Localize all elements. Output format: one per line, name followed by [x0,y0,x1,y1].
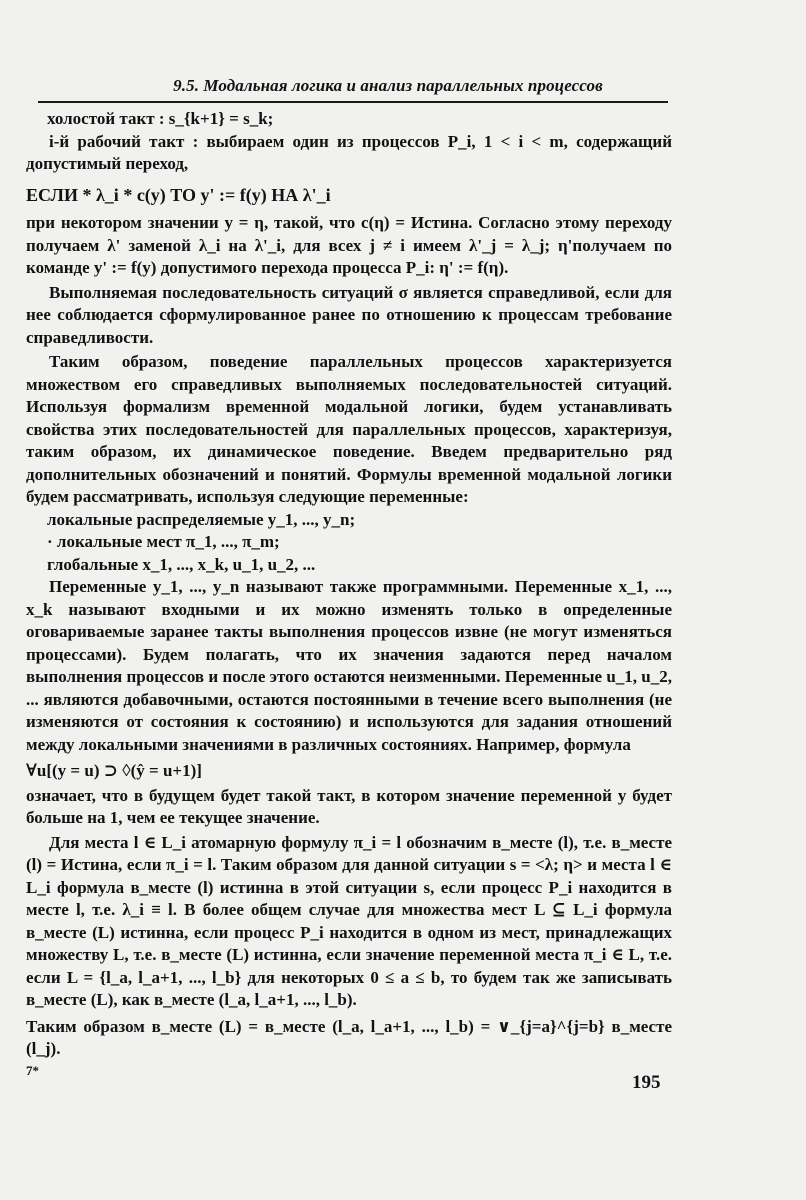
paragraph-at-place: Для места l ∈ L_i атомарную формулу π_i = l обозначим в_месте (l), т.е. в_месте (l) = Истина, если π_i = l. Таким образом для данной ситуации s = <λ; η> и места l ∈ L_i формула в_месте (l) истинна в этой ситуации s, если процесс P_i находится в месте l, т.е. λ_i ≡ l. В более общем случае для множества мест L ⊆ L_i формула в_месте (L) истинна, если процесс P_i находится в одном из мест, принадлежащих множеству L, т.е. в_месте (L) истинна, если значение переменной места π_i ∈ L, т.е. если L = {l_a, l_a+1, ..., l_b} для некоторых 0 ≤ a ≤ b, то будем так же записывать в_месте (L), как в_месте (l_a, l_a+1, ..., l_b). [26,832,672,1009]
body-text [26,108,672,1061]
variables-local-distributed: локальные распределяемые y_1, ..., y_n; [47,509,356,529]
paragraph-transition: при некотором значении y = η, такой, что c(η) = Истина. Согласно этому переходу получаем λ' заменой λ_i на λ'_i, для всех j ≠ i имеем λ'_j = λ_j; η'получаем по команде y' := f(y) допустимого перехода процесса P_i: η' := f(η). [26,213,672,277]
formula-if-then: ЕСЛИ * λ_i * c(y) ТО y' := f(y) НА λ'_i [26,184,331,205]
signature-mark: 7* [26,1063,39,1078]
paragraph-behaviour: Таким образом, поведение параллельных процессов характеризуется множеством его справедливых выполняемых последовательностей ситуаций. Используя формализм временной модальной логики, будем устанавливать свойства этих последовательностей для параллельных процессов, характеризуя, таким образом, их динамическое поведение. Введем предварительно ряд дополнительных обозначений и понятий. Формулы временной модальной логики будем рассматривать, используя следующие переменные: [26,352,672,506]
paragraph-formula-meaning: означает, что в будущем будет такой такт, в котором значение переменной y будет больше на 1, чем ее текущее значение. [26,785,672,827]
paragraph-fair-sequence: Выполняемая последовательность ситуаций σ является справедливой, если для нее соблюдается сформулированное ранее по отношению к процессам требование справедливости. [26,282,672,347]
header-rule [38,101,668,103]
formula-future-increment: ∀u[(y = u) ⊃ ◊(ŷ = u+1)] [26,761,202,780]
variables-local-places: · локальные мест π_1, ..., π_m; [47,532,280,551]
variables-global: глобальные x_1, ..., x_k, u_1, u_2, ... [47,554,316,574]
paragraph-idle-step: холостой такт : s_{k+1} = s_k; [47,109,274,128]
paragraph-work-step: i-й рабочий такт : выбираем один из процессов P_i, 1 < i < m, содержащий допустимый переход, [26,131,672,173]
page-number: 195 [632,1072,661,1093]
paragraph-variable-kinds: Переменные y_1, ..., y_n называют также программными. Переменные x_1, ..., x_k называют входными и их можно изменять только в определенные оговариваемые заранее такты выполнения процессов извне (не могут изменяться процессами). Будем полагать, что их значения задаются перед началом выполнения процессов и после этого остаются неизменными. Переменные u_1, u_2, ... являются добавочными, остаются постоянными в течение всего выполнения (не изменяются от состояния к состоянию) и используются для задания отношений между локальными значениями в различных состояниях. Например, формула [26,577,672,754]
running-header: 9.5. Модальная логика и анализ параллельных процессов [173,76,603,95]
paragraph-at-place-conclusion: Таким образом в_месте (L) = в_месте (l_a, l_a+1, ..., l_b) = ∨_{j=a}^{j=b} в_месте (l_j). [26,1016,672,1058]
